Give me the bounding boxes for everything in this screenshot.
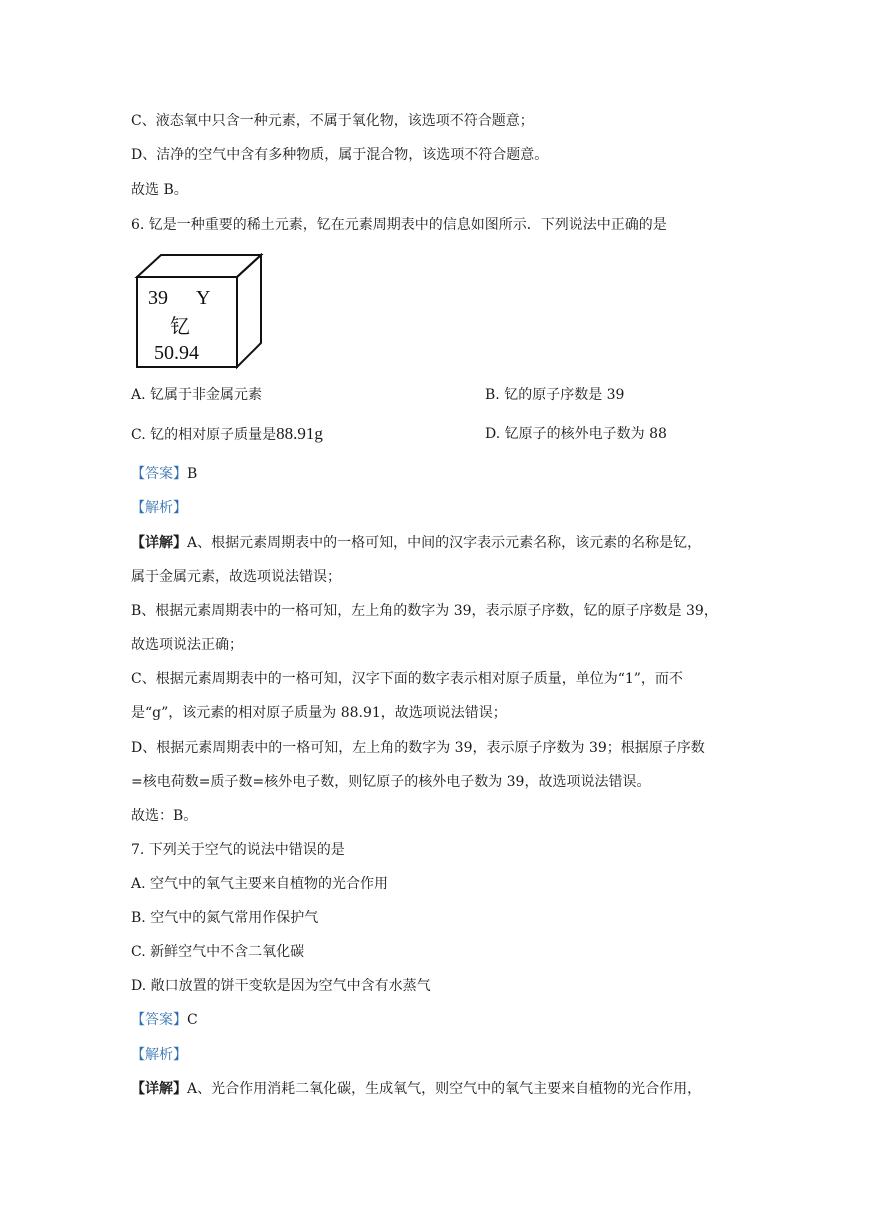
- text-line: D、洁净的空气中含有多种物质，属于混合物，该选项不符合题意。: [131, 147, 549, 163]
- option-c-text: C. 钇的相对原子质量是: [131, 427, 277, 443]
- detail-text: A、根据元素周期表中的一格可知，中间的汉字表示元素名称，该元素的名称是钇，: [187, 535, 702, 551]
- detail-label: 【详解】: [131, 1081, 187, 1097]
- question-7-stem: 7. 下列关于空气的说法中错误的是: [131, 842, 345, 858]
- text-line: 是“g”，该元素的相对原子质量为 88.91，故选项说法错误；: [131, 705, 507, 721]
- text-line: B、根据元素周期表中的一格可知，左上角的数字为 39，表示原子序数，钇的原子序数是 39，: [131, 603, 718, 619]
- text-line: C、根据元素周期表中的一格可知，汉字下面的数字表示相对原子质量，单位为“1”，而不: [131, 671, 683, 687]
- text-line: 故选 B。: [131, 182, 188, 198]
- q7-option-b: B. 空气中的氮气常用作保护气: [131, 910, 319, 926]
- option-c: [131, 424, 323, 445]
- option-b: B. 钇的原子序数是 39: [485, 387, 625, 403]
- analysis-label: 【解析】: [131, 500, 187, 516]
- option-d: D. 钇原子的核外电子数为 88: [485, 426, 667, 442]
- detail-text: A、光合作用消耗二氧化碳，生成氧气，则空气中的氧气主要来自植物的光合作用，: [187, 1081, 702, 1097]
- text-line: 故选：B。: [131, 808, 198, 824]
- answer-label: 【答案】: [131, 466, 187, 482]
- atomic-number: 39: [148, 287, 168, 309]
- detail-line: [131, 533, 701, 553]
- question-6-stem: 6. 钇是一种重要的稀土元素，钇在元素周期表中的信息如图所示．下列说法中正确的是: [131, 217, 667, 233]
- detail-line: [131, 1079, 701, 1099]
- atomic-mass: 50.94: [154, 342, 199, 364]
- q7-option-c: C. 新鲜空气中不含二氧化碳: [131, 944, 305, 960]
- q7-option-a: A. 空气中的氧气主要来自植物的光合作用: [131, 876, 389, 892]
- answer-value: C: [187, 1012, 198, 1028]
- text-line: C、液态氧中只含一种元素，不属于氧化物，该选项不符合题意；: [131, 113, 534, 129]
- q7-option-d: D. 敞口放置的饼干变软是因为空气中含有水蒸气: [131, 978, 431, 994]
- element-tile-figure: [134, 253, 264, 371]
- option-a: A. 钇属于非金属元素: [131, 387, 263, 403]
- answer-line: [131, 1010, 198, 1030]
- text-line: D、根据元素周期表中的一格可知，左上角的数字为 39，表示原子序数为 39；根据原子序数: [131, 740, 705, 756]
- detail-label: 【详解】: [131, 535, 187, 551]
- element-name: 钇: [170, 316, 190, 338]
- text-line: 属于金属元素，故选项说法错误；: [131, 569, 341, 585]
- option-c-value: 88.91g: [276, 424, 323, 443]
- analysis-label: 【解析】: [131, 1047, 187, 1063]
- element-symbol: Y: [196, 287, 211, 309]
- text-line: =核电荷数=质子数=核外电子数，则钇原子的核外电子数为 39，故选项说法错误。: [131, 774, 651, 790]
- answer-line: [131, 464, 197, 484]
- answer-value: B: [187, 466, 198, 482]
- text-line: 故选项说法正确；: [131, 637, 243, 653]
- answer-label: 【答案】: [131, 1012, 187, 1028]
